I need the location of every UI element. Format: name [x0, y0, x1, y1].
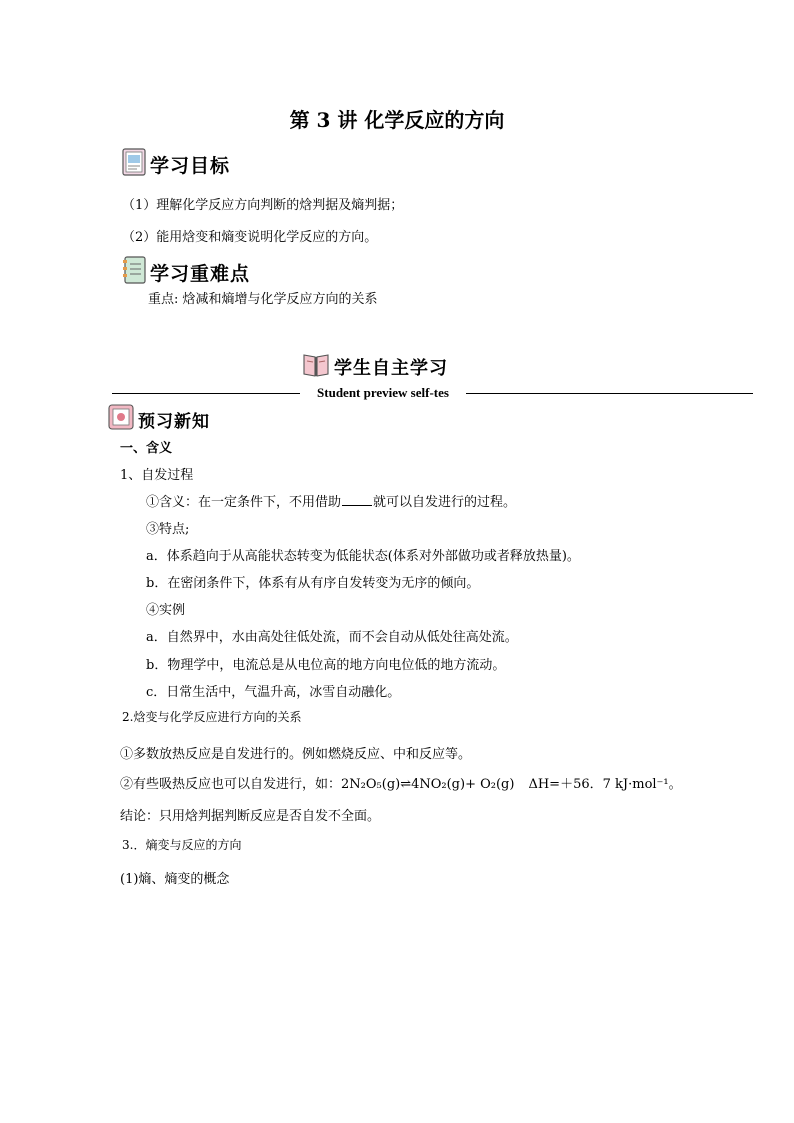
feature-item: b．在密闭条件下，体系有从有序自发转变为无序的倾向。: [146, 576, 480, 591]
banner-heading: 学生自主学习: [334, 358, 448, 379]
goals-heading: 学习目标: [150, 154, 231, 177]
banner-rule-right: [466, 393, 753, 394]
enthalpy-change: ΔH=＋56．7 kJ·mol⁻¹。: [528, 777, 682, 792]
goal-item: （2）能用焓变和熵变说明化学反应的方向。: [122, 230, 378, 245]
banner-header: [302, 352, 448, 382]
item-heading: 3.．熵变与反应的方向: [122, 838, 242, 852]
definition-line: [146, 491, 516, 510]
key-points-heading: 学习重难点: [150, 262, 251, 285]
preview-header: [108, 404, 210, 434]
banner-rule-left: [112, 393, 300, 394]
item-heading: 1、自发过程: [120, 468, 194, 483]
definition-prefix: ①含义：在一定条件下，不用借助: [146, 495, 342, 510]
item-heading: 2.焓变与化学反应进行方向的关系: [122, 710, 302, 724]
page-title: 第 3 讲 化学反应的方向: [289, 108, 505, 132]
feature-label: ③特点;: [146, 522, 190, 537]
open-book-icon: [302, 352, 330, 382]
key-points-header: [122, 256, 250, 288]
definition-suffix: 就可以自发进行的过程。: [373, 495, 517, 510]
reaction-equation: 2N₂O₅(g)⇌4NO₂(g)+ O₂(g): [341, 777, 515, 792]
subitem-heading: (1)熵、熵变的概念: [120, 872, 230, 887]
endothermic-prefix: ②有些吸热反应也可以自发进行，如：: [120, 777, 342, 792]
conclusion-line: 结论：只用焓判据判断反应是否自发不全面。: [120, 809, 381, 824]
book-icon: [108, 404, 134, 434]
section-heading: 一、含义: [120, 441, 173, 456]
fill-blank[interactable]: [342, 493, 372, 506]
notebook-icon: [122, 256, 146, 288]
goal-item: （1）理解化学反应方向判断的焓判据及熵判据；: [122, 198, 404, 213]
endothermic-line: [120, 773, 682, 792]
feature-item: a．体系趋向于从高能状态转变为低能状态(体系对外部做功或者释放热量)。: [146, 549, 580, 564]
banner-subtitle: Student preview self-tes: [317, 385, 449, 400]
preview-heading: 预习新知: [138, 411, 210, 432]
example-label: ④实例: [146, 603, 186, 618]
example-item: c．日常生活中，气温升高，冰雪自动融化。: [146, 685, 401, 700]
textbook-icon: [122, 148, 146, 180]
key-points-text: 重点: 焓减和熵增与化学反应方向的关系: [148, 292, 378, 307]
example-item: a．自然界中，水由高处往低处流，而不会自动从低处往高处流。: [146, 630, 518, 645]
example-item: b．物理学中，电流总是从电位高的地方向电位低的地方流动。: [146, 658, 506, 673]
goals-header: [122, 148, 230, 180]
exothermic-line: ①多数放热反应是自发进行的。例如燃烧反应、中和反应等。: [120, 747, 472, 762]
